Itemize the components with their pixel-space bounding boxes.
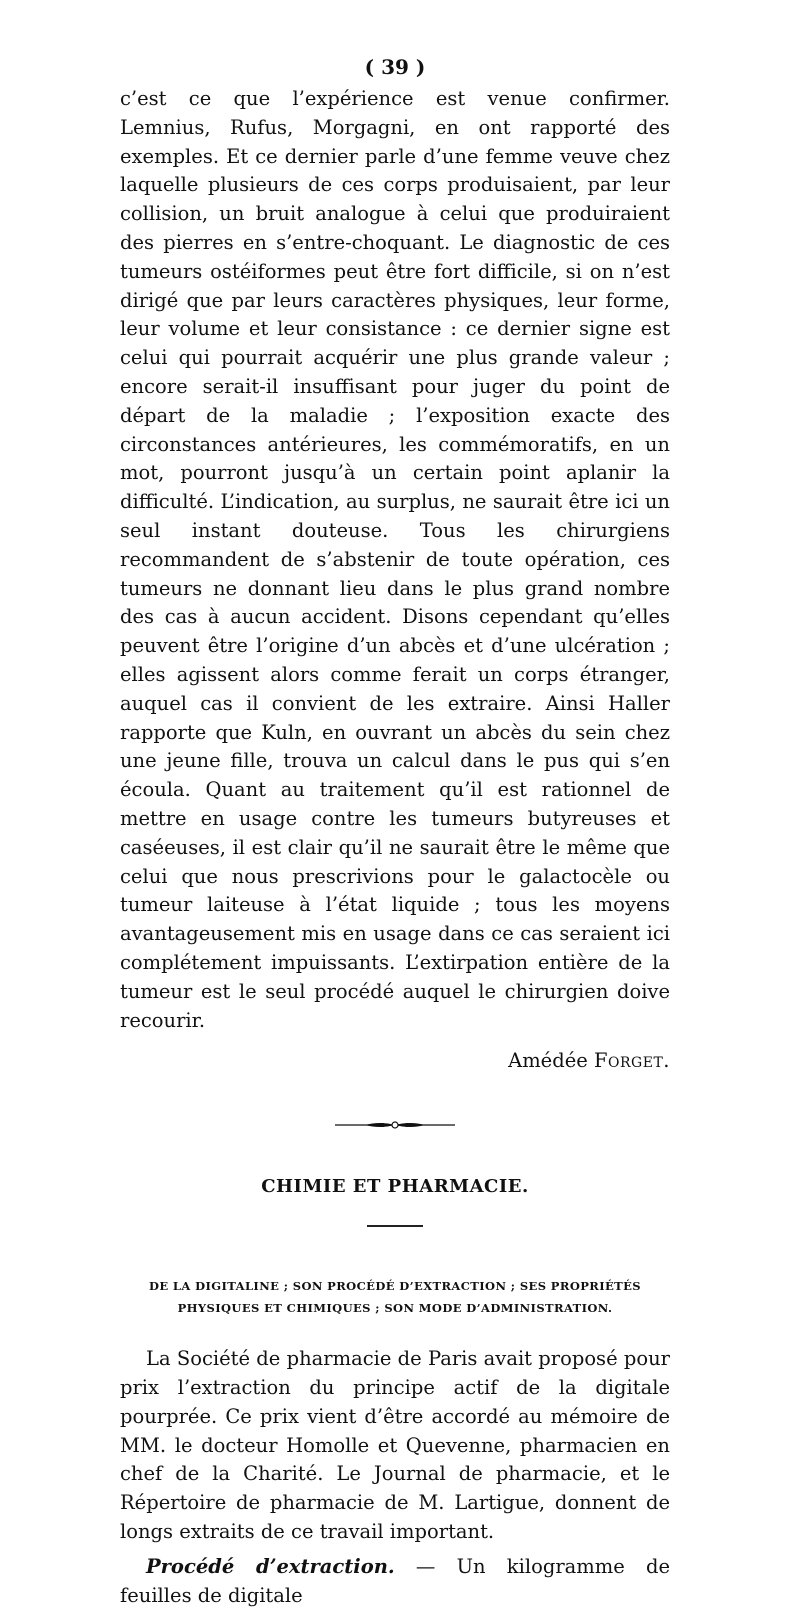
page [120,55,670,1610]
section-title: CHIMIE ET PHARMACIE. [261,1176,529,1198]
author-last-name: Forget. [594,1049,670,1073]
page-number: ( 39 ) [364,55,426,79]
paragraph-heading: Procédé d’extraction. [146,1554,395,1578]
intro-paragraph: La Société de pharmacie de Paris avait proposé pour prix l’extraction du principe actif de la digitale pourprée. Ce prix vient d’être accordé au mémoire de MM. le docteur Homolle et Quevenne, pharmacien en chef de la Charité. Le Journal de pharmacie, et le Répertoire de pharmacie de M. Lartigue, donnent de longs extraits de ce travail important. [120,1347,670,1544]
section-rule [367,1225,423,1227]
ornament-divider [120,1120,670,1130]
ornament-icon [335,1120,455,1130]
body-paragraph: c’est ce que l’expérience est venue confirmer. Lemnius, Rufus, Morgagni, en ont rapporté des exemples. Et ce dernier parle d’une femme veuve chez laquelle plusieurs de ces corps produisaient, par leur collision, un bruit analogue à celui que produiraient des pierres en s’entre-choquant. Le diagnostic de ces tumeurs ostéiformes peut être fort difficile, si on n’est dirigé que par leurs caractères physiques, leur forme, leur volume et leur consistance : ce dernier signe est celui qui pourrait acquérir une plus grande valeur ; encore serait-il insuffisant pour juger du point de départ de la maladie ; l’exposition exacte des circonstances antérieures, les commémoratifs, en un mot, pourront jusqu’à un certain point aplanir la difficulté. L’indication, au surplus, ne saurait être ici un seul instant douteuse. Tous les chirurgiens recommandent de s’abstenir de toute opération, ces tumeurs ne donnant lieu dans le plus grand nombre des cas à aucun accident. Disons cependant qu’elles peuvent être l’origine d’un abcès et d’une ulcération ; elles agissent alors comme ferait un corps étranger, auquel cas il convient de les extraire. Ainsi Haller rapporte que Kuln, en ouvrant un abcès du sein chez une jeune fille, trouva un calcul dans le pus qui s’en écoula. Quant au traitement qu’il est rationnel de mettre en usage contre les tumeurs butyreuses et caséeuses, il est clair qu’il ne saurait être le même que celui que nous prescrivions pour le galactocèle ou tumeur laiteuse à l’état liquide ; tous les moyens avantageusement mis en usage dans ce cas seraient ici complétement impuissants. L’extirpation entière de la tumeur est le seul procédé auquel le chirurgien doive recourir. [120,87,670,1032]
author-signature [120,1049,670,1072]
last-paragraph [120,1553,670,1610]
author-first-name: Amédée [508,1049,588,1073]
paragraph-text: — Un kilogramme de feuilles de digitale [120,1554,671,1607]
article-subtitle: DE LA DIGITALINE ; SON PROCÉDÉ D’EXTRACTION ; SES PROPRIÉTÉS PHYSIQUES ET CHIMIQUES ; SON MODE D’ADMINISTRATION. [148,1279,642,1316]
